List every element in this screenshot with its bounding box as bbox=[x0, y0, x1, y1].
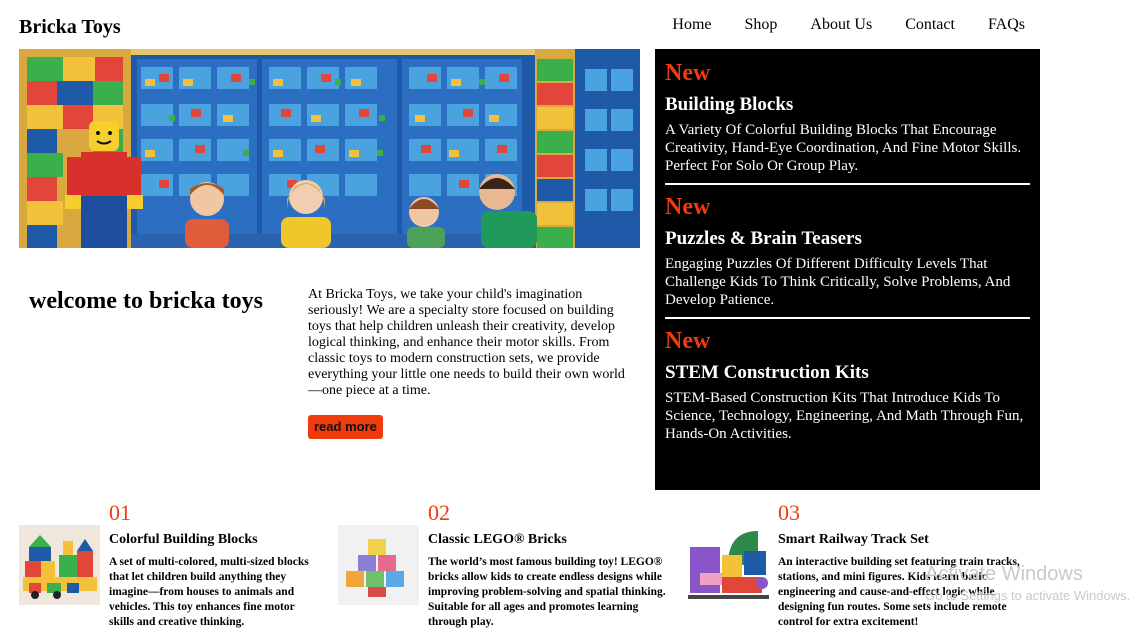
panel-item-title: STEM Construction Kits bbox=[665, 362, 869, 383]
welcome-text: At Bricka Toys, we take your child's imagination seriously! We are a specialty store focused on building toys that help children unleash their creativity, develop logical thinking, and enhance their motor skills. From classic toys to modern construction sets, we provide everything your little one needs to build their own world —one piece at a time. bbox=[308, 287, 625, 398]
product-description: A set of multi-colored, multi-sized blocks that let children build anything they imagine—from houses to animals and vehicles. This toy enhances fine motor skills and creative thinking. bbox=[109, 556, 309, 628]
product-number: 02 bbox=[428, 500, 450, 525]
product-name: Classic LEGO® Bricks bbox=[428, 532, 567, 547]
product-number: 03 bbox=[778, 500, 800, 525]
nav-contact[interactable]: Contact bbox=[905, 16, 955, 33]
nav-about-us[interactable]: About Us bbox=[810, 16, 873, 33]
hero-image bbox=[19, 49, 640, 248]
product-number: 01 bbox=[109, 500, 131, 525]
nav-shop[interactable]: Shop bbox=[744, 16, 778, 33]
new-products-panel bbox=[655, 49, 1040, 490]
panel-item-desc: STEM-Based Construction Kits That Introduce Kids To Science, Technology, Engineering, And Math Through Fun, Hands-On Activities. bbox=[665, 390, 1024, 442]
product-description: The world’s most famous building toy! LEGO® bricks allow kids to create endless designs while improving problem-solving and spatial thinking. Suitable for all ages and promotes learning through play. bbox=[428, 556, 666, 628]
panel-item-desc: A Variety Of Colorful Building Blocks That Encourage Creativity, Hand-Eye Coordination, And Fine Motor Skills. Perfect For Solo Or Group Play. bbox=[665, 122, 1022, 174]
panel-item-title: Puzzles & Brain Teasers bbox=[665, 228, 862, 249]
new-badge: New bbox=[665, 194, 711, 220]
panel-item[interactable] bbox=[665, 317, 1030, 451]
new-badge: New bbox=[665, 60, 711, 86]
nav-faqs[interactable]: FAQs bbox=[987, 16, 1025, 33]
product-name: Smart Railway Track Set bbox=[778, 532, 929, 547]
activate-windows-subtext: Go to Settings to activate Windows. bbox=[925, 588, 1130, 603]
product-description: An interactive building set featuring train tracks, stations, and mini figures. Kids learn basic engineering and cause-and-effect logic while designing fun routes. Some sets include remote control for extra excitement! bbox=[778, 556, 1020, 628]
panel-item-desc: Engaging Puzzles Of Different Difficulty Levels That Challenge Kids To Think Critically, Solve Problems, And Develop Patience. bbox=[665, 256, 1011, 308]
product-name: Colorful Building Blocks bbox=[109, 532, 258, 547]
panel-item-title: Building Blocks bbox=[665, 94, 794, 115]
product-image-lego-bricks bbox=[338, 525, 419, 605]
brand-logo[interactable]: Bricka Toys bbox=[19, 16, 121, 38]
activate-windows-watermark: Activate Windows bbox=[925, 563, 1083, 585]
product-image-railway-set bbox=[688, 525, 769, 605]
read-more-button[interactable]: read more bbox=[308, 415, 383, 439]
main-nav bbox=[672, 16, 1025, 34]
panel-item[interactable] bbox=[665, 183, 1030, 317]
nav-home[interactable]: Home bbox=[672, 16, 712, 33]
product-image-building-blocks bbox=[19, 525, 100, 605]
welcome-title: welcome to bricka toys bbox=[29, 288, 263, 314]
new-badge: New bbox=[665, 328, 711, 354]
panel-item[interactable] bbox=[665, 59, 1030, 183]
